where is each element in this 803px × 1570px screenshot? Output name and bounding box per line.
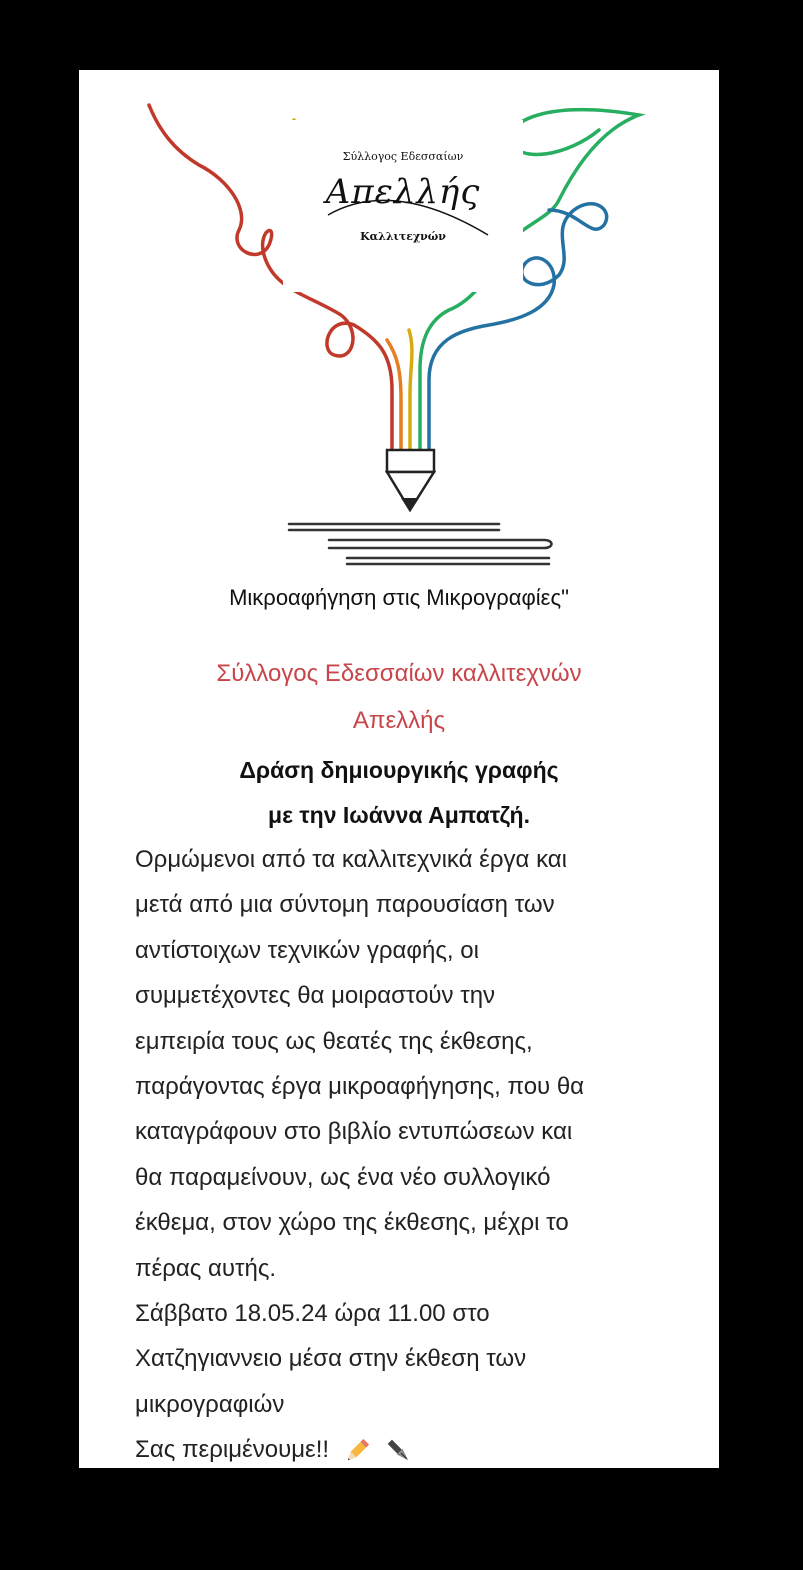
headline-line-2: με την Ιωάννα Αμπατζή. bbox=[268, 802, 530, 828]
closing-line bbox=[135, 1427, 695, 1468]
image-caption: Μικροαφήγηση στις Μικρογραφίες" bbox=[229, 585, 569, 610]
pencil-emoji-icon bbox=[342, 1436, 372, 1466]
body-line: έκθεμα, στον χώρο της έκθεσης, μέχρι το bbox=[135, 1209, 569, 1237]
organizer-line-2: Απελλής bbox=[352, 707, 446, 734]
association-logo bbox=[283, 120, 523, 292]
poster-card bbox=[79, 70, 719, 1468]
body-line: καταγράφουν στο βιβλίο εντυπώσεων και bbox=[135, 1118, 573, 1146]
logo-bottom-text: Καλλιτεχνών bbox=[360, 230, 446, 243]
logo-script-text: Απελλής bbox=[325, 172, 481, 212]
closing-text: Σας περιμένουμε!! bbox=[135, 1436, 330, 1464]
body-line: παράγοντας έργα μικροαφήγησης, που θα bbox=[135, 1073, 585, 1101]
body-line: μετά από μια σύντομη παρουσίαση των bbox=[135, 891, 555, 919]
body-line: μικρογραφιών bbox=[135, 1390, 285, 1418]
writing-lines bbox=[289, 524, 552, 564]
body-line: Σάββατο 18.05.24 ώρα 11.00 στο bbox=[135, 1300, 490, 1328]
logo-top-text: Σύλλογος Εδεσσαίων bbox=[342, 150, 464, 163]
body-line: θα παραμείνουν, ως ένα νέο συλλογικό bbox=[135, 1163, 551, 1191]
body-line: Ορμώμενοι από τα καλλιτεχνικά έργα και bbox=[135, 846, 567, 873]
pencil-icon bbox=[387, 450, 434, 512]
body-line: Χατζηγιαννειο μέσα στην έκθεση των bbox=[135, 1345, 527, 1373]
organizer-line-1: Σύλλογος Εδεσσαίων καλλιτεχνών bbox=[216, 660, 582, 687]
headline-line-1: Δράση δημιουργικής γραφής bbox=[239, 757, 559, 783]
body-line: εμπειρία τους ως θεατές της έκθεσης, bbox=[135, 1027, 533, 1055]
body-line: αντίστοιχων τεχνικών γραφής, οι bbox=[135, 936, 479, 964]
fountain-pen-emoji-icon bbox=[384, 1436, 414, 1466]
orange-line bbox=[387, 340, 401, 465]
body-line: συμμετέχοντες θα μοιραστούν την bbox=[135, 982, 496, 1010]
body-line: πέρας αυτής. bbox=[135, 1254, 277, 1282]
body-text bbox=[135, 837, 695, 1468]
